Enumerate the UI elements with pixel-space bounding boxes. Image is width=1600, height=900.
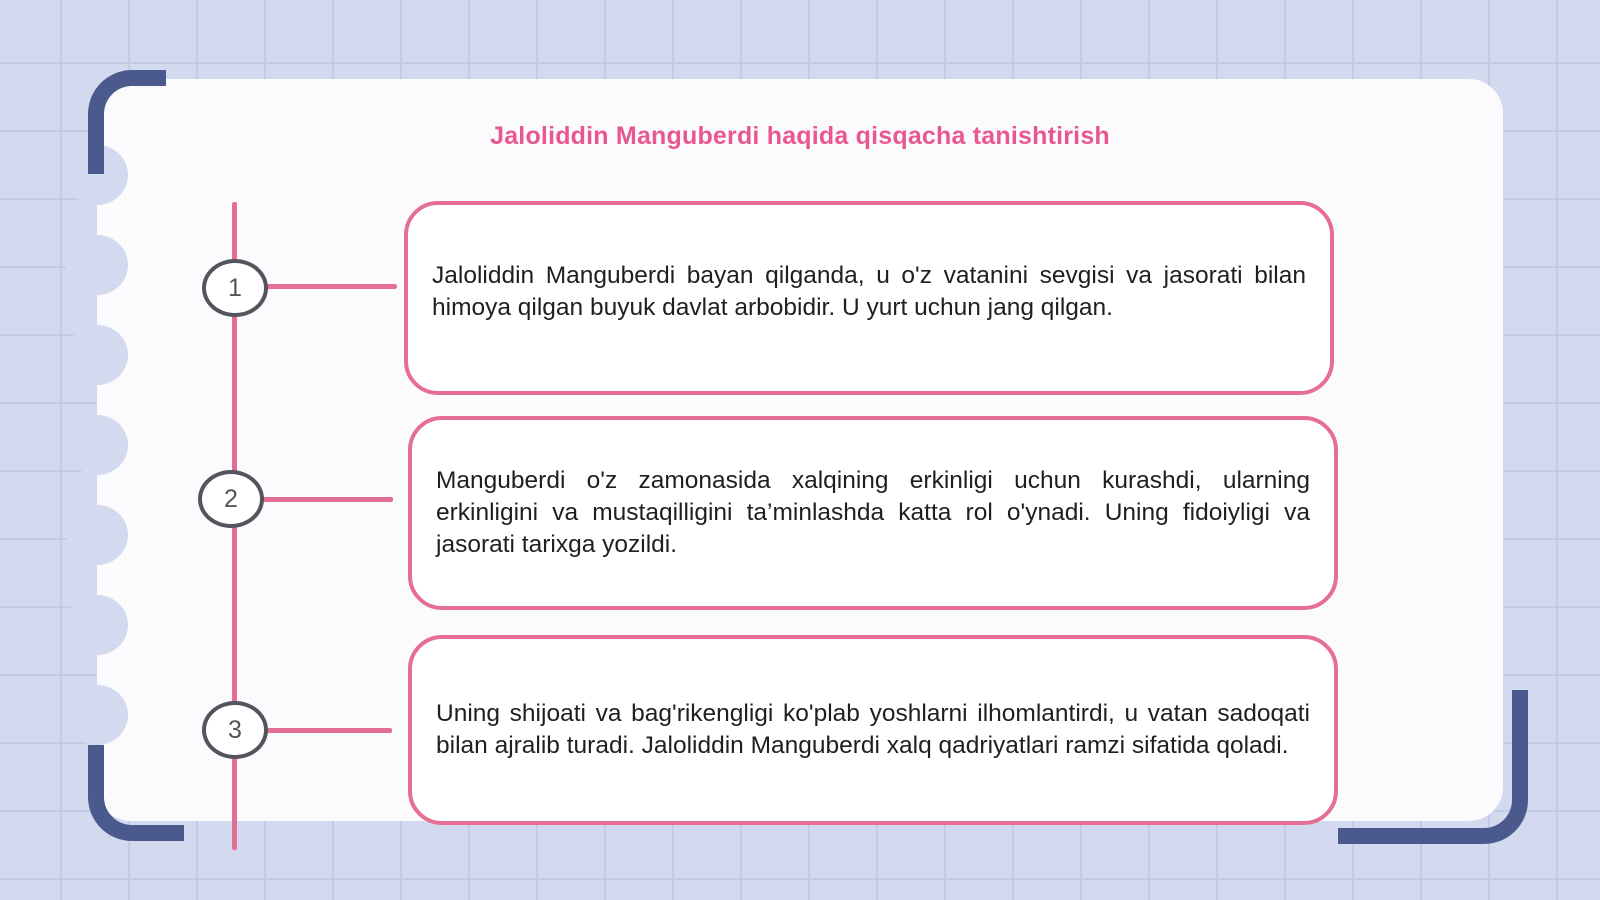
timeline-card xyxy=(404,201,1334,395)
timeline-card-text: Uning shijoati va bag'rikengligi ko'plab yoshlarni ilhomlantirdi, u vatan sadoqati bilan ajralib turadi. Jaloliddin Manguberdi xalq qadriyatlari ramzi sifatida qoladi. xyxy=(436,700,1310,759)
corner-bracket-bottom-right xyxy=(1338,690,1528,844)
paper-notch xyxy=(66,415,128,475)
corner-bracket-bottom-left xyxy=(88,745,184,841)
paper-notch xyxy=(66,235,128,295)
timeline-card-text: Manguberdi o'z zamonasida xalqining erkinligi uchun kurashdi, ularning erkinligini va mustaqilligini ta’minlashda katta rol o'ynadi. Uning fidoiyligi va jasorati tarixga yozildi. xyxy=(436,467,1310,558)
timeline-card-text: Jaloliddin Manguberdi bayan qilganda, u o'z vatanini sevgisi va jasorati bilan himoya qilgan buyuk davlat arbobidir. U yurt uchun jang qilgan. xyxy=(432,262,1306,321)
timeline-connector xyxy=(266,728,392,733)
timeline-card xyxy=(408,416,1338,610)
timeline-connector xyxy=(262,497,393,502)
timeline-number: 2 xyxy=(224,484,238,513)
timeline-card xyxy=(408,635,1338,825)
paper-notch xyxy=(66,505,128,565)
timeline-number: 1 xyxy=(228,273,242,302)
timeline-connector xyxy=(266,284,397,289)
timeline-number: 3 xyxy=(228,715,242,744)
timeline-number-badge xyxy=(198,470,264,528)
paper-notch xyxy=(66,325,128,385)
paper-notch xyxy=(66,685,128,745)
paper-notch xyxy=(66,595,128,655)
timeline-number-badge xyxy=(202,701,268,759)
slide-title: Jaloliddin Manguberdi haqida qisqacha tanishtirish xyxy=(490,122,1110,150)
timeline-number-badge xyxy=(202,259,268,317)
